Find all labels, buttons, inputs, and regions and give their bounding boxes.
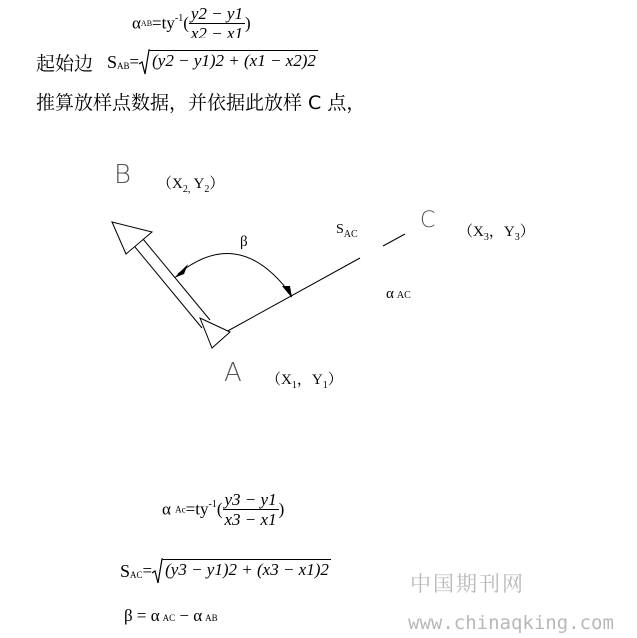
formula-alpha-ac xyxy=(162,490,284,529)
distance-symbol: S xyxy=(107,51,118,72)
fraction-ac xyxy=(223,490,279,529)
beta-arc-left-tip xyxy=(174,264,188,278)
formula-beta xyxy=(124,606,218,626)
denominator: x3 − x1 xyxy=(224,510,277,529)
formula-distance-ac xyxy=(120,556,331,586)
start-edge-line xyxy=(36,48,318,76)
radical-sign-icon xyxy=(139,49,150,75)
numerator: y3 − y1 xyxy=(224,490,277,509)
equals-alpha: = α xyxy=(132,606,160,625)
diagram-lines xyxy=(0,150,637,400)
point-c-coordinates: （$X_3$，$Y_3$） xyxy=(458,224,535,243)
radicand: (y3 − y1)2 + (x3 − x1)2 xyxy=(165,559,329,579)
alpha-ab-subscript: AB xyxy=(205,613,218,623)
arrowhead-a xyxy=(200,318,230,348)
point-a-label: A xyxy=(224,358,242,388)
radical-sign-icon xyxy=(152,558,163,584)
alpha-subscript: Ac xyxy=(175,504,186,515)
distance-symbol: S xyxy=(120,560,131,581)
point-a-coordinates: （$X_1$，$Y_1$） xyxy=(266,372,343,391)
distance-subscript: AB xyxy=(117,61,130,71)
arrowhead-b xyxy=(112,222,152,254)
denominator: x2 − x1 xyxy=(190,24,243,38)
numerator: y2 − y1 xyxy=(190,4,243,23)
inverse-superscript: -1 xyxy=(174,12,184,24)
arrow-shaft-left xyxy=(135,247,202,328)
ty-text: =ty xyxy=(152,13,175,33)
start-edge-label: 起始边 xyxy=(36,52,94,75)
equals-sign: = xyxy=(142,561,153,580)
fraction-ab xyxy=(189,4,245,38)
watermark-url: www.chinaqking.com xyxy=(408,612,614,634)
open-paren: ( xyxy=(216,499,223,519)
alpha-ac-label: αAC xyxy=(386,286,411,302)
radicand: (y2 − y1)2 + (x1 − x2)2 xyxy=(152,50,316,70)
instruction-text: 推算放样点数据，并依据此放样 C 点， xyxy=(36,92,366,114)
square-root xyxy=(152,558,331,584)
close-paren: ) xyxy=(244,13,251,33)
square-root xyxy=(139,49,318,75)
alpha-symbol: α xyxy=(132,13,141,33)
watermark-name: 中国期刊网 xyxy=(410,572,525,596)
surveying-diagram xyxy=(0,150,637,400)
equals-sign: = xyxy=(129,52,140,71)
inverse-superscript: -1 xyxy=(208,498,217,510)
close-paren: ) xyxy=(278,499,285,519)
arrow-shaft-right xyxy=(143,239,210,320)
line-ac-extension xyxy=(383,234,405,246)
point-b-coordinates: （$X_{2,}$ $Y_2$） xyxy=(157,176,225,195)
s-ac-label: $S_{AC}$ xyxy=(336,222,358,240)
beta-arc xyxy=(178,254,292,296)
point-c-label: C xyxy=(420,208,436,233)
open-paren: ( xyxy=(183,13,189,33)
alpha-symbol: α xyxy=(162,499,171,519)
beta-label: β xyxy=(240,234,248,250)
point-b-label: B xyxy=(114,160,132,190)
beta-symbol: β xyxy=(124,606,133,625)
alpha-ac-subscript: AC xyxy=(162,613,176,623)
distance-subscript: AC xyxy=(130,570,143,580)
alpha-subscript: AB xyxy=(140,19,153,28)
minus-alpha: − α xyxy=(175,606,203,625)
ty-text: =ty xyxy=(185,499,209,519)
formula-alpha-ab xyxy=(132,4,251,38)
